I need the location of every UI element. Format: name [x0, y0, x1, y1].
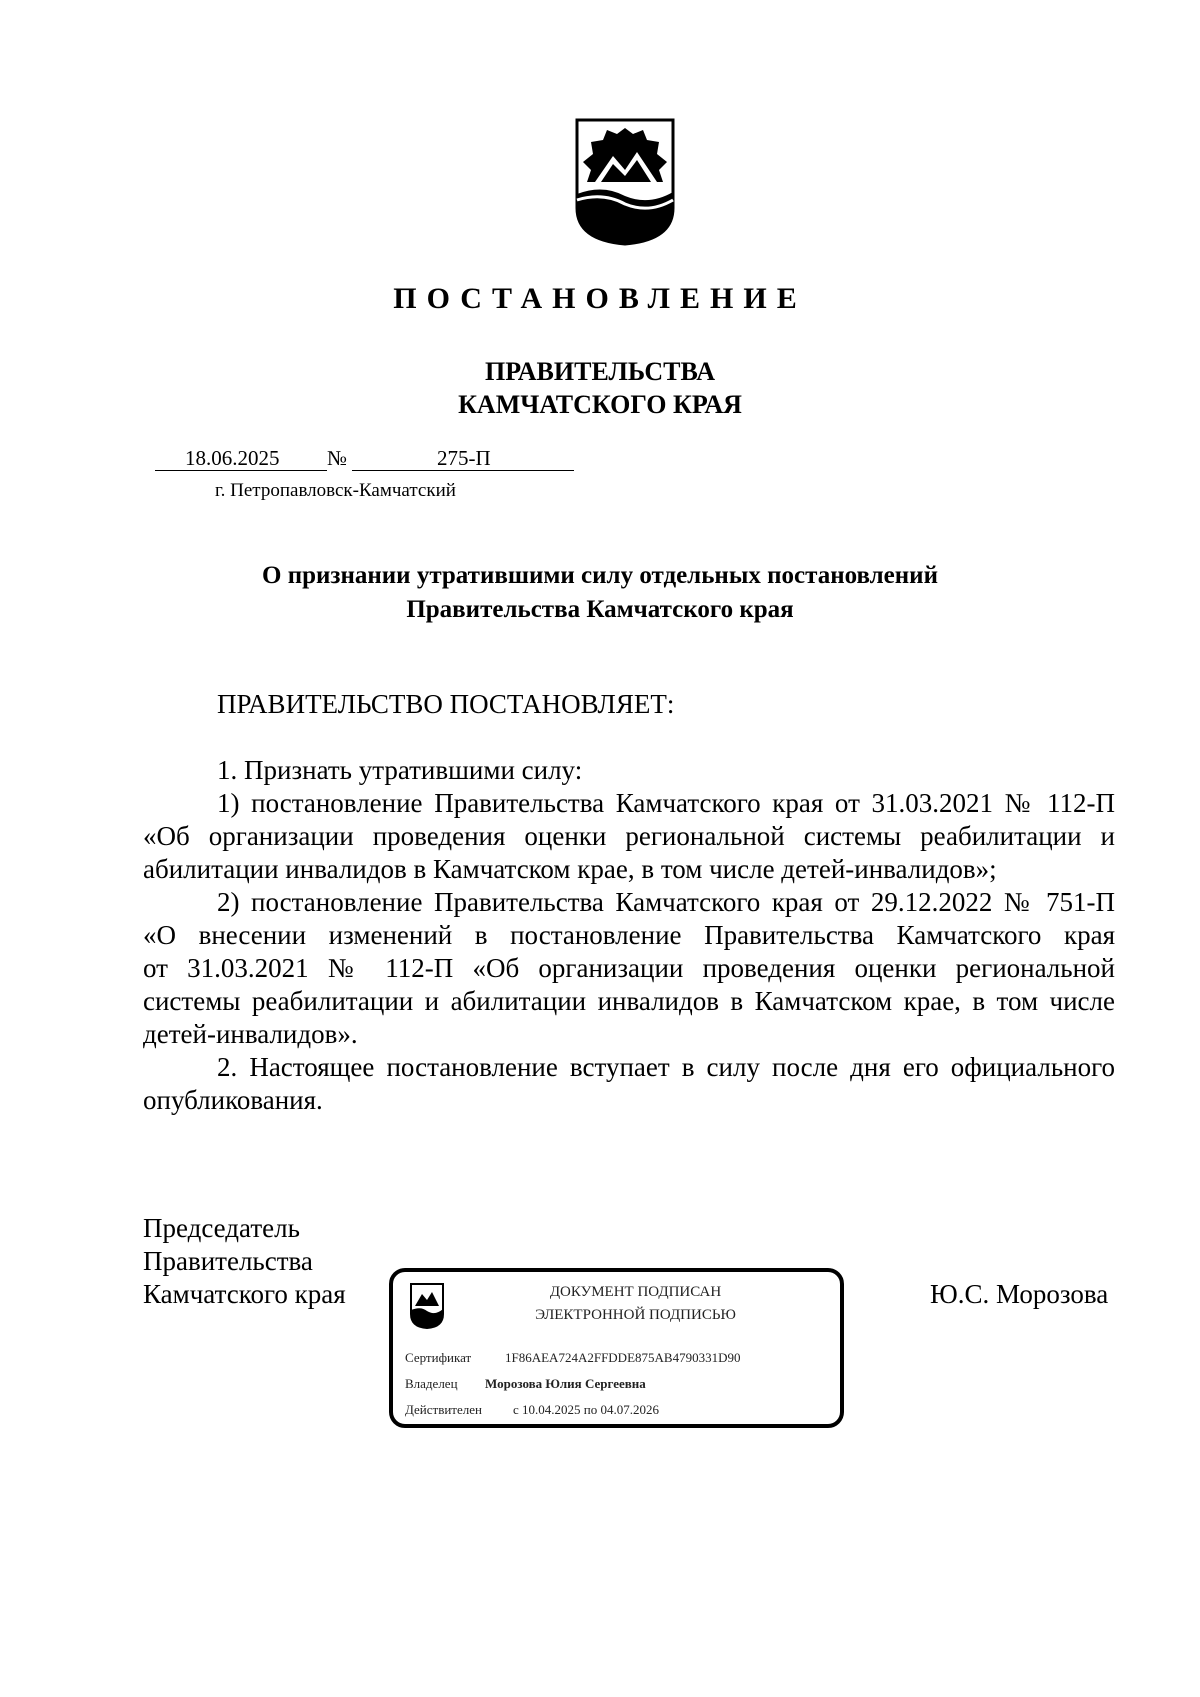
certificate-label: Сертификат: [405, 1350, 472, 1365]
owner-label: Владелец: [405, 1376, 458, 1391]
stamp-title-line-2: ЭЛЕКТРОННОЙ ПОДПИСЬЮ: [535, 1307, 736, 1323]
item-2-line-5: детей-инвалидов».: [143, 1019, 358, 1049]
validity-label: Действителен: [405, 1402, 482, 1417]
validity-value: с 10.04.2025 по 04.07.2026: [513, 1402, 659, 1417]
item-2-line-3: от 31.03.2021 № 112-П «Об организации проведения оценки региональной: [143, 953, 1115, 983]
item-1-line-2: «Об организации проведения оценки региональной системы реабилитации и: [143, 821, 1115, 851]
item-1-line-1: 1) постановление Правительства Камчатского края от 31.03.2021 № 112-П: [217, 788, 1115, 818]
electronic-signature-stamp: [389, 1268, 844, 1428]
kamchatka-coat-of-arms-icon: [573, 116, 677, 246]
paragraph-2-line-2: опубликования.: [143, 1085, 323, 1115]
signatory-position-line-2: Правительства: [143, 1246, 313, 1276]
item-2-line-2: «О внесении изменений в постановление Правительства Камчатского края: [143, 920, 1115, 950]
stamp-title-line-1: ДОКУМЕНТ ПОДПИСАН: [549, 1284, 722, 1300]
decree-heading: ПРАВИТЕЛЬСТВО ПОСТАНОВЛЯЕТ:: [217, 689, 675, 719]
authority-line-1: ПРАВИТЕЛЬСТВА: [485, 357, 715, 386]
document-number: 275-П: [437, 446, 491, 470]
paragraph-2-line-1: 2. Настоящее постановление вступает в силу после дня его официального: [217, 1052, 1115, 1082]
document-date: 18.06.2025: [185, 446, 280, 470]
item-2-line-1: 2) постановление Правительства Камчатского края от 29.12.2022 № 751-П: [217, 887, 1115, 917]
paragraph-1: 1. Признать утратившими силу:: [217, 755, 583, 785]
certificate-value: 1F86AEA724A2FFDDE875AB4790331D90: [505, 1350, 741, 1365]
authority-line-2: КАМЧАТСКОГО КРАЯ: [458, 390, 742, 419]
signatory-name: Ю.С. Морозова: [930, 1279, 1109, 1309]
item-1-line-3: абилитации инвалидов в Камчатском крае, в том числе детей-инвалидов»;: [143, 854, 997, 884]
subject-line-1: О признании утратившими силу отдельных постановлений: [262, 562, 938, 589]
signatory-position-line-3: Камчатского края: [143, 1279, 346, 1309]
item-2-line-4: системы реабилитации и абилитации инвалидов в Камчатском крае, в том числе: [143, 986, 1115, 1016]
owner-value: Морозова Юлия Сергеевна: [485, 1376, 646, 1391]
subject-line-2: Правительства Камчатского края: [406, 596, 794, 623]
number-sign: №: [327, 446, 348, 470]
signatory-position-line-1: Председатель: [143, 1213, 300, 1243]
document-type-title: ПОСТАНОВЛЕНИЕ: [393, 282, 807, 315]
document-city: г. Петропавловск-Камчатский: [215, 480, 456, 501]
